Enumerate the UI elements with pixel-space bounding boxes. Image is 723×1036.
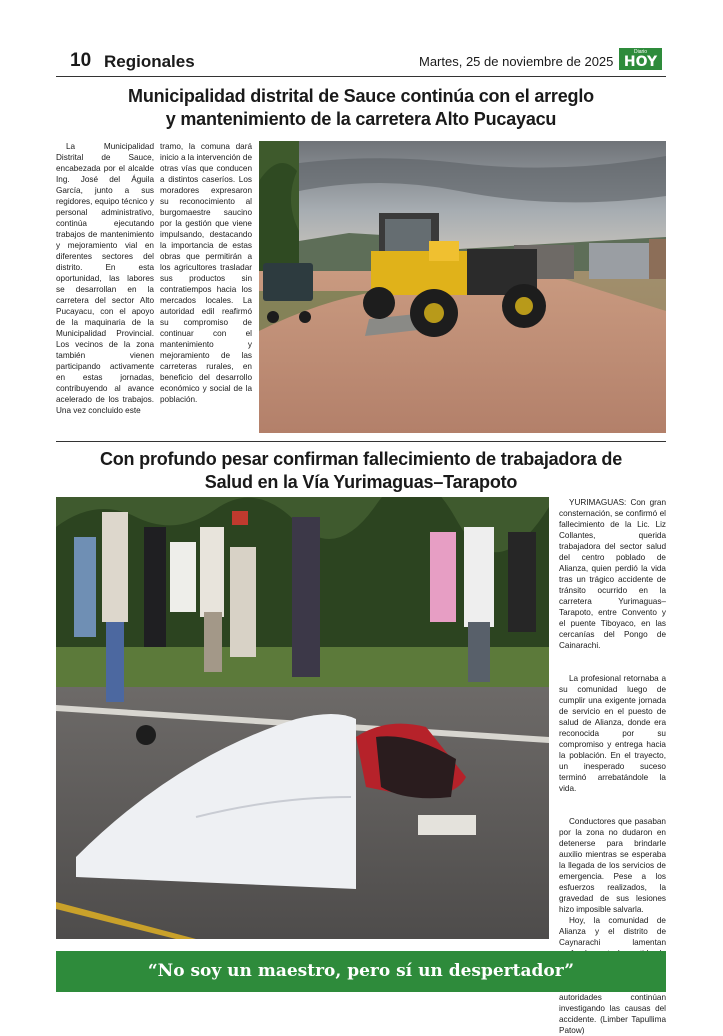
article2-paragraph-1: YURIMAGUAS: Con gran consternación, se confirmó el fallecimiento de la Lic. Liz Collantes, querida trabajadora del sector salud del centro poblado de Alianza, quien perdió la vida tras un trágico accidente de tránsito ocurrido en la carretera Yurimaguas–Tarapoto, entre Convento y el puente Tiboyaco, en las cercanías del Pongo de Cainarachi. [559,498,666,650]
article1-column-2 [160,141,252,405]
article2-headline-line2: Salud en la Vía Yurimaguas–Tarapoto [204,472,518,492]
header-rule [56,76,666,77]
article1-headline-line2: y mantenimiento de la carretera Alto Pucayacu [165,109,557,129]
road-grader-photo [259,141,666,433]
article1-column-1 [56,141,154,416]
article1-col2-text: tramo, la comuna dará inicio a la intervención de otras vías que conducen a distintos caseríos. Los moradores expresaron su reconocimiento al burgomaestre saucino por la gestión que viene impulsando, destacando la importancia de estas obras que permitirán a los agricultores trasladar sus productos sin contratiempos hacia los mercados locales. La autoridad edil reafirmó su compromiso de continuar con el mantenimiento y mejoramiento de las carreteras rurales, en beneficio del desarrollo económico y social de la población. [160,142,252,404]
section-title: Regionales [104,52,195,71]
quote-banner [56,951,666,992]
article1-headline-line1: Municipalidad distrital de Sauce continúa con el arreglo [128,86,594,106]
page-number: 10 [70,50,92,71]
page-header [56,46,666,76]
article1-headline [56,85,666,131]
article2-paragraph-2: La profesional retornaba a su comunidad luego de cumplir una exigente jornada de servicio en el puesto de salud de Alianza, donde era reconocida por su compromiso y entrega hacia la población. En el trayecto, un inesperado suceso terminó arrebatándole la vida. [559,674,666,793]
quote-text: “No soy un maestro, pero sí un despertador” [147,961,575,981]
article2-paragraph-3: Conductores que pasaban por la zona no dudaron en detenerse para brindarle auxilio mientras se esperaba la llegada de los servicios de emergencia. Pese a los esfuerzos realizados, la gravedad de sus lesiones hizo imposible salvarla. [559,817,666,914]
article2-paragraph-4: Hoy, la comunidad de Alianza y el distrito de Caynarachi lamentan autoridades continúan investigando las causas del accidente. (Limber Tapullima Patow) [559,916,666,1035]
article2-headline-line1: Con profundo pesar confirman fallecimiento de trabajadora de [99,449,623,469]
logo-small-text: Diario [633,49,648,55]
accident-scene-photo [56,497,549,939]
article1-col1-text: La Municipalidad Distrital de Sauce, encabezada por el alcalde Ing. José del Águila García, junto a sus regidores, equipo técnico y personal administrativo, continúa ejecutando trabajos de mantenimiento y mejoramiento vial en diferentes sectores del distrito. En esta oportunidad, las labores se desarrollan en la carretera del sector Alto Pucayacu, con el apoyo de la maquinaria de la Municipalidad Provincial. Los vecinos de la zona también vienen participando activamente en estas jornadas, contribuyendo al avance acelerado de los trabajos. Una vez concluido este [56,142,154,415]
diario-hoy-logo [619,48,662,70]
logo-big-text: HOY [623,54,658,70]
article-divider [56,441,666,442]
article2-headline [56,448,666,494]
issue-date: Martes, 25 de noviembre de 2025 [419,54,614,69]
